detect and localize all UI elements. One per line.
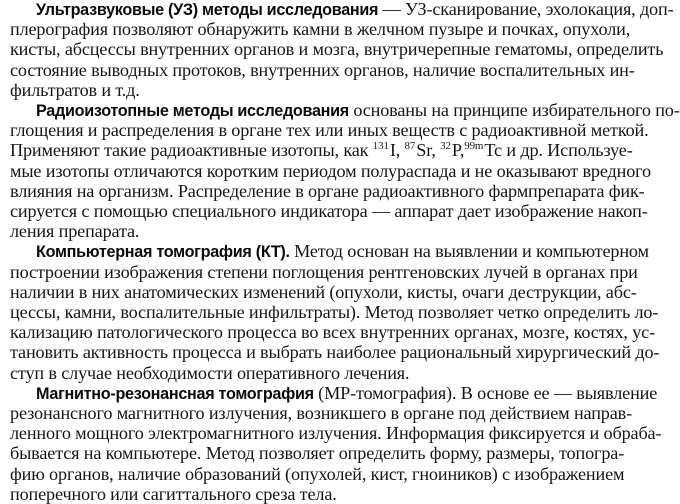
text-line: ступ в случае необходимости оперативного лечения.: [10, 362, 410, 383]
term-ct: Компьютерная томография (КТ).: [36, 243, 290, 262]
text-line: поперечного или сагиттального среза тела.: [10, 483, 337, 504]
text-line: глощения и распределения в органе тех или иных веществ с радиоактивной меткой.: [10, 120, 649, 141]
text-span: (МР-томография). В основе ее — выявление: [313, 382, 658, 403]
text-line: кализацию патологического процесса во всех внутренних органах, мозге, костях, ус-: [10, 322, 655, 343]
text-line: ления препарата.: [10, 221, 140, 242]
text-line: построении изображения степени поглощения рентгеновских лучей в органах при: [10, 261, 638, 282]
text-line: ленного мощного электромагнитного излучения. Информация фиксируется и обраба-: [10, 423, 662, 444]
text-line: сируется с помощью специального индикатора — аппарат дает изображение накоп-: [10, 201, 648, 221]
text-line: фильтратов и т.д.: [10, 79, 140, 100]
text-line: цессы, камни, воспалительные инфильтраты). Метод позволяет четко определить ло-: [10, 302, 659, 322]
text-line: влияния на организм. Распределение в органе радиоактивного фармпрепарата фик-: [10, 180, 645, 201]
text-line: мые изотопы отличаются коротким периодом полураспада и не оказывают вредного: [10, 160, 651, 181]
text-line: [36, 0, 674, 19]
text-line-isotopes: [10, 140, 633, 161]
text-span: Применяют такие радиоактивные изотопы, как: [10, 140, 373, 161]
text-line: состояние выводных протоков, внутренних органов, наличие воспалительных ин-: [10, 59, 635, 80]
isotope-mass-number: 131: [372, 140, 389, 153]
text-line: тановить активность процесса и выбрать наиболее рациональный хирургический до-: [10, 342, 660, 363]
isotope-symbol: Sr,: [416, 140, 441, 161]
term-ultrasound: Ультразвуковые (УЗ) методы исследования: [36, 1, 379, 19]
isotope-mass-number: 32: [440, 140, 451, 153]
text-line: резонансного магнитного излучения, возникшего в органе под действием направ-: [10, 403, 632, 423]
text-line: плерография позволяют обнаружить камни в желчном пузыре и почках, опухоли,: [10, 19, 631, 40]
text-line: наличии в них анатомических изменений (опухоли, кисты, очаги деструкции, абс-: [10, 281, 637, 302]
text-line: кисты, абсцессы внутренних органов и мозга, внутричерепные гематомы, определить: [10, 39, 664, 60]
text-span: Метод основан на выявлении и компьютерном: [289, 241, 649, 262]
text-span: — УЗ-сканирование, эхолокация, доп-: [378, 0, 674, 19]
text-line: фию органов, наличие образований (опухолей, кист, гноиников) с изображением: [10, 463, 625, 484]
text-line: бывается на компьютере. Метод позволяет определить форму, размеры, топогра-: [10, 443, 625, 464]
text-span: основаны на принципе избирательного по-: [348, 100, 680, 120]
text-line: [36, 241, 649, 262]
term-radioisotope: Радиоизотопные методы исследования: [36, 102, 349, 120]
text-line: [36, 100, 680, 120]
term-mri: Магнитно-резонансная томография: [36, 384, 314, 403]
isotope-symbol: Tc: [484, 140, 502, 161]
text-span: и др. Используе-: [501, 140, 633, 161]
isotope-symbol: I,: [389, 140, 405, 161]
isotope-symbol: P,: [451, 140, 465, 161]
isotope-mass-number: 99m: [464, 140, 484, 153]
text-line: [36, 382, 658, 403]
isotope-mass-number: 87: [404, 140, 416, 153]
